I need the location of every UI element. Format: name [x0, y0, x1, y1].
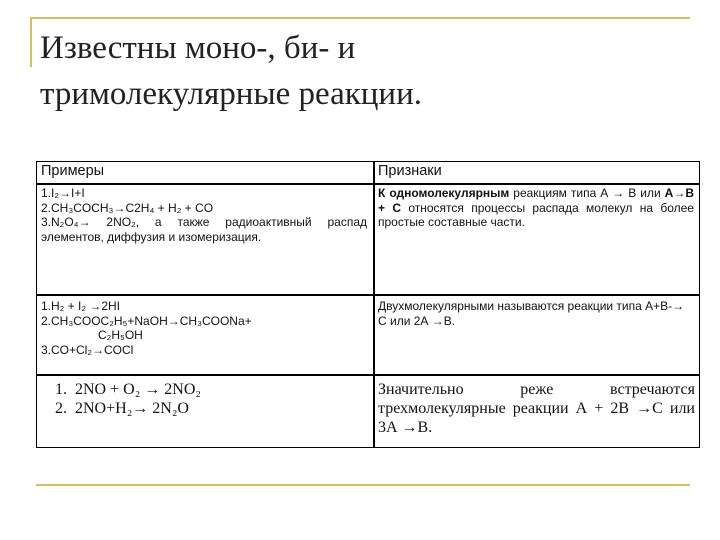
header-features: Признаки — [378, 163, 442, 179]
decor-frame-bottom — [36, 484, 690, 486]
row2-example-1: 1.H₂ + I₂ →2HI — [41, 299, 121, 313]
row3-features: Значительно реже встречаются трехмолекулярные реакции А + 2В →С или 3А →В. — [378, 381, 695, 436]
column-divider — [373, 162, 375, 447]
row-divider-1 — [37, 294, 699, 296]
header-examples: Примеры — [41, 163, 105, 179]
row1-features-bold-2: А→В + С — [378, 186, 694, 215]
row3-example-1: 1. 2NO + O₂ → 2NO₂ — [71, 380, 367, 399]
row2-example-2-cont: C₂H₅OH — [98, 328, 143, 342]
row2-example-2: 2.CH₃COOC₂H₅+NaOH→CH₃COONa+ — [41, 313, 252, 328]
slide-title — [40, 25, 680, 117]
row1-features-bold: К одномолекулярным — [378, 186, 510, 200]
header-divider — [37, 183, 699, 185]
row1-features-text: реакциям типа А → В или — [509, 186, 665, 200]
row3-examples — [41, 380, 367, 418]
decor-frame-top — [30, 17, 690, 19]
reactions-table — [36, 161, 700, 448]
row1-features-tail: относятся процессы распада молекул на более простые составные части. — [378, 200, 694, 229]
row2-features: Двухмолекулярными называются реакции типа А+В-→ С или 2А →В. — [378, 299, 685, 328]
row2-examples — [41, 299, 367, 357]
row-divider-2 — [37, 374, 699, 376]
slide-title-line-1: Известны моно-, би- и — [40, 30, 356, 66]
row3-example-2: 2. 2NO+H₂→ 2N₂O — [71, 399, 367, 418]
row1-examples — [41, 186, 367, 244]
decor-frame-left — [30, 17, 32, 67]
row1-features — [378, 186, 694, 230]
slide-title-line-2: тримолекулярные реакции. — [40, 76, 422, 112]
row1-example-3: 3.N₂O₄→ 2NO₂, а также радиоактивный распад элементов, диффузия и изомеризация. — [41, 215, 367, 244]
row1-example-2: 2.CH₃COCH₃→C2H₄ + H₂ + CO — [41, 200, 214, 215]
row1-example-1: 1.I₂→I+I — [41, 186, 85, 200]
row2-example-3: 3.CO+Cl₂→COCl — [41, 342, 134, 357]
